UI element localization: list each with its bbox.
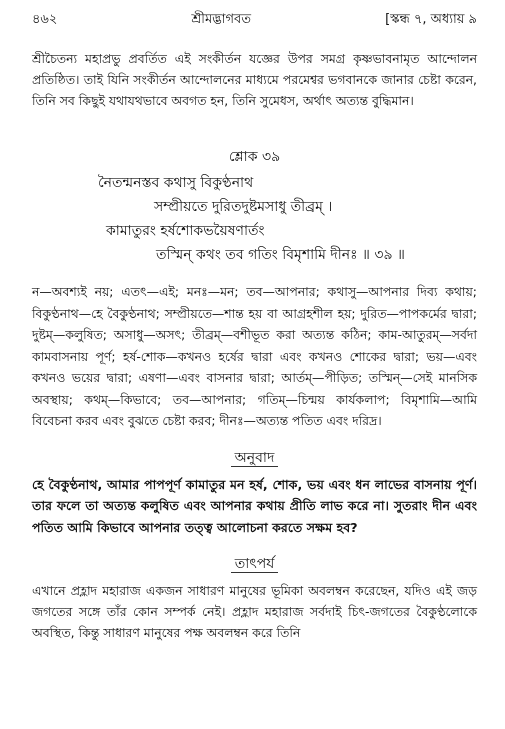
page-number: ৪৬২: [32, 12, 58, 27]
purport-heading: [32, 552, 477, 576]
translation-paragraph: হে বৈকুণ্ঠনাথ, আমার পাপপূর্ণ কামাতুর মন হর্ষ, শোক, ভয় এবং ধন লাভের বাসনায় পূর্ণ। তার ফলে তা অত্যন্ত কলুষিত এবং আপনার কথায় প্রীতি লাভ করে না। সুতরাং দীন এবং পতিত আমি কিভাবে আপনার তত্ত্ব আলোচনা করতে সক্ষম হব?: [32, 476, 477, 535]
sloka-verse: [32, 171, 477, 267]
sloka-title: শ্লোক ৩৯: [228, 149, 281, 165]
purport-paragraph: এখানে প্রহ্লাদ মহারাজ একজন সাধারণ মানুষের ভূমিকা অবলম্বন করেছেন, যদিও এই জড় জগতের সঙ্গে তাঁর কোন সম্পর্ক নেই। প্রহ্লাদ মহারাজ সর্বদাই চিৎ-জগতের বৈকুণ্ঠলোকে অবস্থিত, কিন্তু সাধারণ মানুষের পক্ষ অবলম্বন করে তিনি: [32, 583, 477, 640]
synonyms-paragraph: ন—অবশ্যই নয়; এতৎ—এই; মনঃ—মন; তব—আপনার; কথাসু—আপনার দিব্য কথায়; বিকুণ্ঠনাথ—হে বৈকুণ্ঠনাথ; সম্প্রীয়তে—শান্ত হয় বা আগ্রহশীল হয়; দুরিত—পাপকর্মের দ্বারা; দুষ্টম্‌—কলুষিত; অসাধু—অসৎ; তীব্রম্‌—বশীভূত করা অত্যন্ত কঠিন; কাম-আতুরম্‌—সর্বদা কামবাসনায় পূর্ণ; হর্ষ-শোক—কখনও হর্ষের দ্বারা এবং কখনও শোকের দ্বারা; ভয়—এবং কখনও ভয়ের দ্বারা; এষণা—এবং বাসনার দ্বারা; আর্তম্‌—পীড়িত; তস্মিন্‌—সেই মানসিক অবস্থায়; কথম্‌—কিভাবে; তব—আপনার; গতিম্‌—চিন্ময় কার্যকলাপ; বিমৃশামি—আমি বিবেচনা করব এবং বুঝতে চেষ্টা করব; দীনঃ—অত্যন্ত পতিত এবং দরিদ্র।: [32, 284, 477, 428]
verse-line-4: তস্মিন্‌ কথং তব গতিং বিমৃশামি দীনঃ ॥ ৩৯ ॥: [156, 247, 405, 263]
verse-line-1: নৈতন্মনস্তব কথাসু বিকুণ্ঠনাথ: [98, 175, 254, 191]
page-header: [32, 0, 477, 34]
verse-line-3: কামাতুরং হর্ষশোকভয়ৈষণার্তং: [106, 223, 265, 239]
verse-line-2: সম্প্রীয়তে দুরিতদুষ্টমসাধু তীব্রম্‌ ।: [154, 199, 333, 215]
chapter-location: [স্কন্ধ ৭, অধ্যায় ৯: [385, 12, 477, 27]
intro-paragraph: শ্রীচৈতন্য মহাপ্রভু প্রবর্তিত এই সংকীর্তন যজ্ঞের উপর সমগ্র কৃষ্ণভাবনামৃত আন্দোলন প্রতিষ্ঠিত। তাই যিনি সংকীর্তন আন্দোলনের মাধ্যমে পরমেশ্বর ভগবানকে জানার চেষ্টা করেন, তিনি সব কিছুই যথাযথভাবে অবগত হন, তিনি সুমেধস, অর্থাৎ অত্যন্ত বুদ্ধিমান।: [32, 51, 477, 108]
translation-heading: [32, 446, 477, 470]
book-title: শ্রীমদ্ভাগবত: [191, 12, 252, 27]
translation-title: অনুবাদ: [231, 450, 279, 467]
purport-title: তাৎপর্য: [231, 556, 279, 573]
